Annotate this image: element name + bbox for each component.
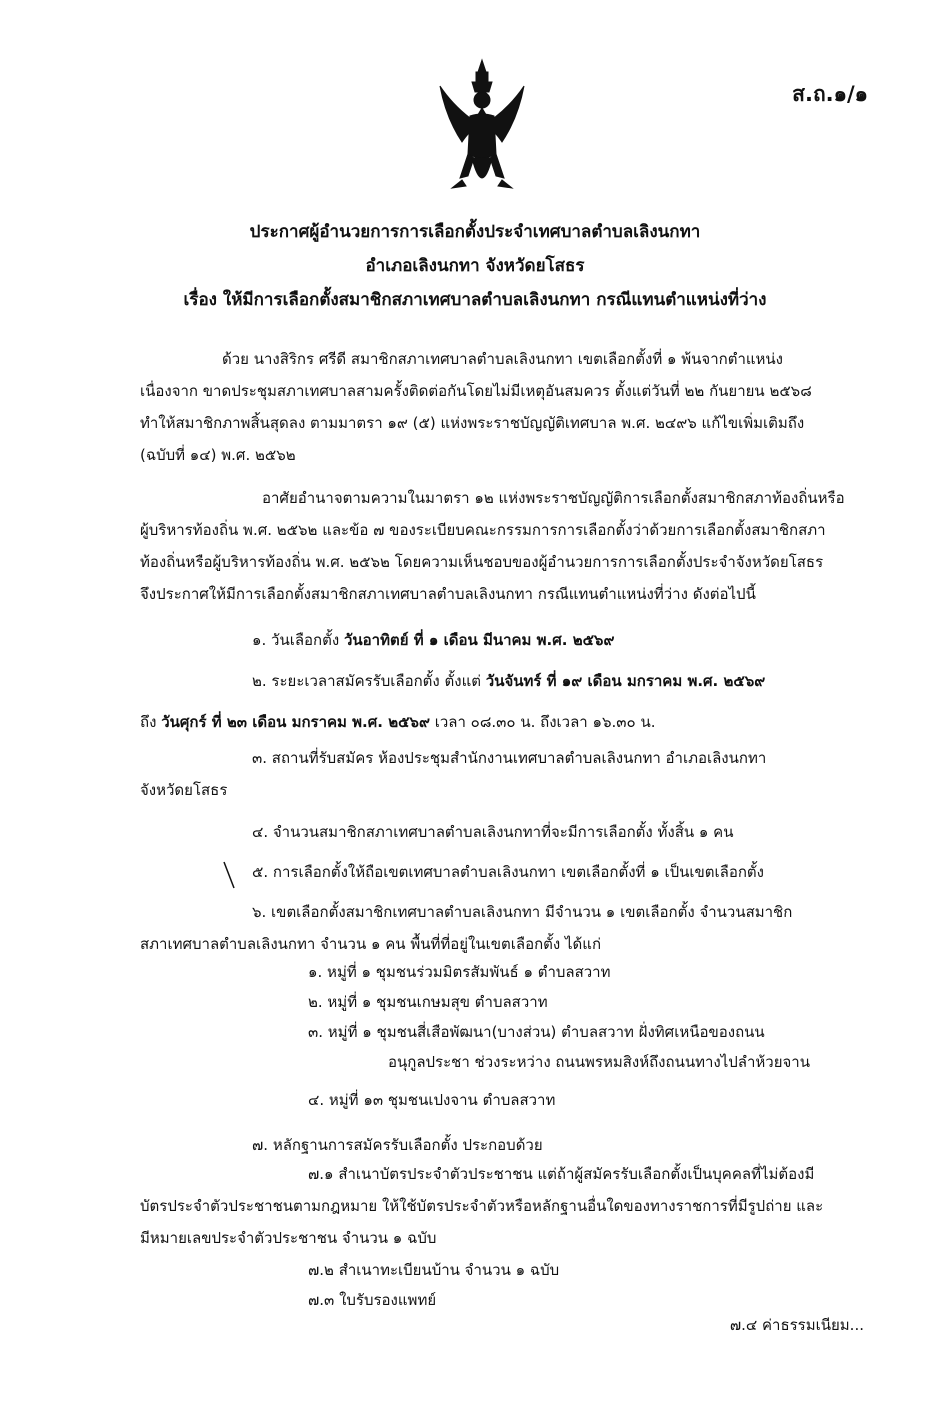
item7-1-line-1: ๗.๑ สำเนาบัตรประจำตัวประชาชน แต่ถ้าผู้สมัครรับเลือกตั้งเป็นบุคคลที่ไม่ต้องมี bbox=[308, 1165, 815, 1183]
area-item-2: ๒. หมู่ที่ ๑ ชุมชนเกษมสุข ตำบลสวาท bbox=[308, 993, 548, 1011]
item7-2-line: ๗.๒ สำเนาทะเบียนบ้าน จำนวน ๑ ฉบับ bbox=[308, 1261, 560, 1279]
item5-line: ๕. การเลือกตั้งให้ถือเขตเทศบาลตำบลเลิงนกทา เขตเลือกตั้งที่ ๑ เป็นเขตเลือกตั้ง bbox=[252, 863, 764, 881]
garuda-emblem-icon bbox=[432, 58, 532, 208]
header-line-2: อำเภอเลิงนกทา จังหวัดยโสธร bbox=[365, 256, 585, 276]
area-item-3: ๓. หมู่ที่ ๑ ชุมชนสี่เสือพัฒนา(บางส่วน) ตำบลสวาท ฝั่งทิศเหนือของถนน bbox=[308, 1023, 765, 1041]
continuation-note: ๗.๔ ค่าธรรมเนียม... bbox=[729, 1316, 864, 1334]
item1-prefix: ๑. วันเลือกตั้ง bbox=[252, 631, 340, 649]
paragraph1-line-4: (ฉบับที่ ๑๔) พ.ศ. ๒๕๖๒ bbox=[140, 446, 296, 464]
item1-line bbox=[252, 628, 614, 652]
paragraph1-line-3: ทำให้สมาชิกภาพสิ้นสุดลง ตามมาตรา ๑๙ (๕) แห่งพระราชบัญญัติเทศบาล พ.ศ. ๒๔๙๖ แก้ไขเพิ่มเติมถึง bbox=[140, 414, 805, 432]
item6-line-2: สภาเทศบาลตำบลเลิงนกทา จำนวน ๑ คน พื้นที่ที่อยู่ในเขตเลือกตั้ง ได้แก่ bbox=[140, 935, 602, 953]
item2-to-label: ถึง bbox=[140, 713, 157, 731]
header-line-1: ประกาศผู้อำนวยการการเลือกตั้งประจำเทศบาลตำบลเลิงนกทา bbox=[249, 222, 701, 242]
item2-start: วันจันทร์ ที่ ๑๙ เดือน มกราคม พ.ศ. ๒๕๖๙ bbox=[485, 672, 766, 690]
area-item-3-continued: อนุกูลประชา ช่วงระหว่าง ถนนพรหมสิงห์ถึงถนนทางไปลำห้วยจาน bbox=[388, 1053, 810, 1071]
paragraph1-line-1: ด้วย นางสิริกร ศรีดี สมาชิกสภาเทศบาลตำบลเลิงนกทา เขตเลือกตั้งที่ ๑ พ้นจากตำแหน่ง bbox=[222, 350, 784, 368]
pen-stroke-mark-icon bbox=[222, 860, 236, 890]
form-code: ส.ถ.๑/๑ bbox=[792, 82, 868, 106]
item7-line: ๗. หลักฐานการสมัครรับเลือกตั้ง ประกอบด้วย bbox=[252, 1136, 543, 1154]
item2-line-1 bbox=[252, 669, 765, 693]
item2-prefix: ๒. ระยะเวลาสมัครรับเลือกตั้ง ตั้งแต่ bbox=[252, 672, 481, 690]
item6-line-1: ๖. เขตเลือกตั้งสมาชิกเทศบาลตำบลเลิงนกทา มีจำนวน ๑ เขตเลือกตั้ง จำนวนสมาชิก bbox=[252, 903, 793, 921]
item3-line-2: จังหวัดยโสธร bbox=[140, 781, 228, 799]
item2-end: วันศุกร์ ที่ ๒๓ เดือน มกราคม พ.ศ. ๒๕๖๙ bbox=[161, 713, 430, 731]
item2-time: เวลา ๐๘.๓๐ น. ถึงเวลา ๑๖.๓๐ น. bbox=[434, 713, 656, 731]
item4-line: ๔. จำนวนสมาชิกสภาเทศบาลตำบลเลิงนกทาที่จะมีการเลือกตั้ง ทั้งสิ้น ๑ คน bbox=[252, 823, 734, 841]
item7-3-line: ๗.๓ ใบรับรองแพทย์ bbox=[308, 1291, 437, 1309]
item7-1-line-3: มีหมายเลขประจำตัวประชาชน จำนวน ๑ ฉบับ bbox=[140, 1229, 437, 1247]
area-item-1: ๑. หมู่ที่ ๑ ชุมชนร่วมมิตรสัมพันธ์ ๑ ตำบลสวาท bbox=[308, 963, 611, 981]
area-item-4: ๔. หมู่ที่ ๑๓ ชุมชนเปงจาน ตำบลสวาท bbox=[308, 1091, 556, 1109]
paragraph2-line-1: อาศัยอำนาจตามความในมาตรา ๑๒ แห่งพระราชบัญญัติการเลือกตั้งสมาชิกสภาท้องถิ่นหรือ bbox=[262, 489, 845, 507]
item1-date: วันอาทิตย์ ที่ ๑ เดือน มีนาคม พ.ศ. ๒๕๖๙ bbox=[344, 631, 615, 649]
paragraph2-line-3: ท้องถิ่นหรือผู้บริหารท้องถิ่น พ.ศ. ๒๕๖๒ โดยความเห็นชอบของผู้อำนวยการการเลือกตั้งประจำจังหวัดยโสธร bbox=[140, 553, 824, 571]
paragraph2-line-2: ผู้บริหารท้องถิ่น พ.ศ. ๒๕๖๒ และข้อ ๗ ของระเบียบคณะกรรมการการเลือกตั้งว่าด้วยการเลือกตั้งสมาชิกสภา bbox=[140, 521, 826, 539]
paragraph2-line-4: จึงประกาศให้มีการเลือกตั้งสมาชิกสภาเทศบาลตำบลเลิงนกทา กรณีแทนตำแหน่งที่ว่าง ดังต่อไปนี้ bbox=[140, 585, 756, 603]
item7-1-line-2: บัตรประจำตัวประชาชนตามกฎหมาย ให้ใช้บัตรประจำตัวหรือหลักฐานอื่นใดของทางราชการที่มีรูปถ่าย และ bbox=[140, 1197, 824, 1215]
item3-line-1: ๓. สถานที่รับสมัคร ห้องประชุมสำนักงานเทศบาลตำบลเลิงนกทา อำเภอเลิงนกทา bbox=[252, 749, 767, 767]
item2-line-2 bbox=[140, 710, 655, 734]
paragraph1-line-2: เนื่องจาก ขาดประชุมสภาเทศบาลสามครั้งติดต่อกันโดยไม่มีเหตุอันสมควร ตั้งแต่วันที่ ๒๒ กันยายน ๒๕๖๘ bbox=[140, 382, 812, 400]
header-line-3: เรื่อง ให้มีการเลือกตั้งสมาชิกสภาเทศบาลตำบลเลิงนกทา กรณีแทนตำแหน่งที่ว่าง bbox=[183, 290, 767, 310]
